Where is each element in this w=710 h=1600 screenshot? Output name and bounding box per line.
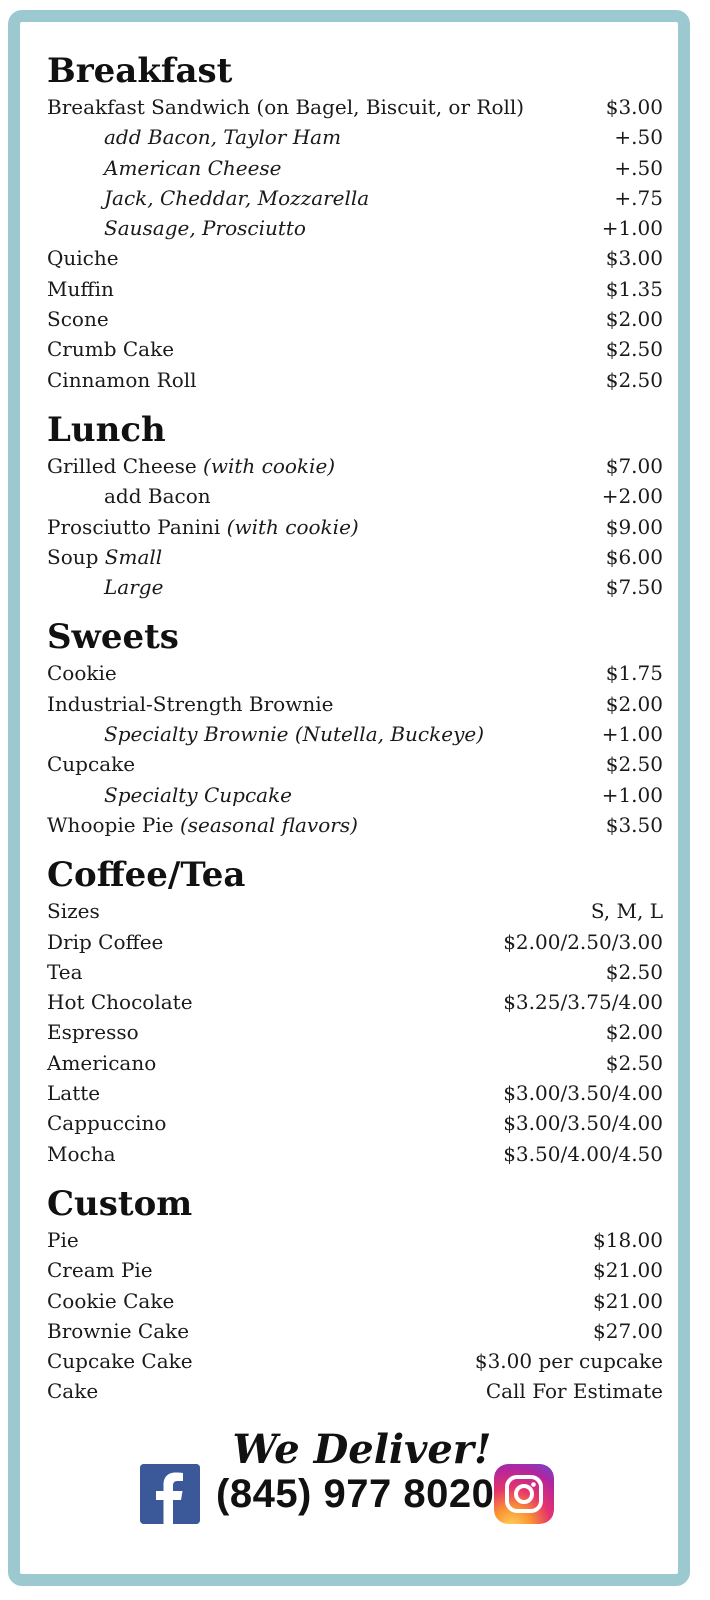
menu-item	[47, 1078, 663, 1108]
menu-item	[47, 243, 663, 273]
item-name: Crumb Cake	[47, 337, 175, 362]
item-name: Cake	[47, 1379, 99, 1404]
item-name-text: Prosciutto Panini	[47, 514, 221, 539]
item-name: Cream Pie	[47, 1258, 153, 1283]
item-name	[47, 512, 359, 542]
item-name: Quiche	[47, 246, 119, 271]
item-name-text: Soup	[47, 544, 99, 569]
item-price: $2.50	[605, 337, 663, 362]
menu-content	[47, 50, 663, 1421]
item-price: $2.50	[605, 367, 663, 392]
item-name: Cupcake	[47, 752, 136, 777]
item-price: +.75	[614, 185, 663, 210]
item-price: $3.00/3.50/4.00	[503, 1081, 663, 1106]
menu-item	[47, 1017, 663, 1047]
item-name: Jack, Cheddar, Mozzarella	[104, 185, 370, 210]
item-price: $21.00	[593, 1258, 663, 1283]
section-title-custom: Custom	[47, 1183, 193, 1224]
menu-item	[47, 1286, 663, 1316]
item-name: Breakfast Sandwich (on Bagel, Biscuit, or Roll)	[47, 95, 525, 119]
item-name: Scone	[47, 307, 109, 332]
item-name: Espresso	[47, 1020, 139, 1045]
menu-item	[47, 1255, 663, 1285]
facebook-icon[interactable]	[140, 1464, 200, 1524]
item-name: Mocha	[47, 1141, 116, 1166]
menu-item-addon	[47, 572, 663, 602]
menu-item	[47, 749, 663, 779]
item-price: $3.00/3.50/4.00	[503, 1111, 663, 1136]
section-title-coffee-tea: Coffee/Tea	[47, 855, 246, 896]
menu-item	[47, 1376, 663, 1406]
delivery-tagline: We Deliver!	[232, 1426, 492, 1473]
item-note: Small	[104, 544, 163, 569]
item-price: $3.25/3.75/4.00	[503, 990, 663, 1015]
section-title-lunch: Lunch	[47, 409, 166, 450]
menu-item	[47, 304, 663, 334]
item-price: $21.00	[593, 1288, 663, 1313]
item-name: Industrial-Strength Brownie	[47, 691, 334, 716]
item-price: $2.50	[605, 959, 663, 984]
item-name: Cupcake Cake	[47, 1349, 193, 1374]
menu-item-addon	[47, 719, 663, 749]
item-name: Sausage, Prosciutto	[104, 216, 306, 241]
item-note: (with cookie)	[226, 514, 359, 539]
item-price: $27.00	[593, 1318, 663, 1343]
item-price: $18.00	[593, 1227, 663, 1252]
item-price: $3.50	[605, 812, 663, 837]
item-name-text: Grilled Cheese	[47, 453, 197, 478]
item-name: Cookie Cake	[47, 1288, 175, 1313]
item-price: +2.00	[601, 484, 663, 509]
menu-item	[47, 1346, 663, 1376]
menu-item-addon	[47, 153, 663, 183]
menu-item	[47, 957, 663, 987]
menu-item-addon	[47, 481, 663, 511]
item-price: $3.50/4.00/4.50	[503, 1141, 663, 1166]
item-price: $7.00	[605, 453, 663, 478]
item-name: add Bacon	[104, 484, 211, 509]
facebook-icon-graphic	[140, 1464, 200, 1524]
menu-item	[47, 274, 663, 304]
item-price: Call For Estimate	[485, 1379, 663, 1404]
menu-item	[47, 365, 663, 395]
item-name: Cookie	[47, 661, 117, 686]
item-name: Large	[104, 575, 164, 600]
menu-item	[47, 512, 663, 542]
item-note: (with cookie)	[203, 453, 336, 478]
menu-item	[47, 1108, 663, 1138]
item-name: Specialty Cupcake	[104, 782, 293, 807]
section-breakfast	[47, 50, 663, 395]
item-price: $2.00/2.50/3.00	[503, 929, 663, 954]
instagram-icon[interactable]	[494, 1464, 554, 1524]
section-lunch	[47, 409, 663, 602]
menu-item	[47, 1139, 663, 1169]
item-price: $6.00	[605, 544, 663, 569]
item-price: $3.00 per cupcake	[474, 1349, 663, 1374]
item-price: +.50	[614, 155, 663, 180]
menu-item	[47, 92, 663, 122]
item-price: $3.00	[605, 246, 663, 271]
section-title-breakfast: Breakfast	[47, 51, 233, 91]
menu-item-addon	[47, 122, 663, 152]
item-price: $1.75	[605, 661, 663, 686]
item-name: Cinnamon Roll	[47, 367, 197, 392]
section-custom	[47, 1183, 663, 1407]
item-price: $2.00	[605, 691, 663, 716]
item-price: S, M, L	[590, 899, 663, 924]
menu-item-addon	[47, 213, 663, 243]
menu-item	[47, 1316, 663, 1346]
menu-item	[47, 1048, 663, 1078]
item-price: $2.50	[605, 1050, 663, 1075]
item-name-text: Whoopie Pie	[47, 812, 174, 837]
item-name: Cappuccino	[47, 1111, 167, 1136]
item-price: $7.50	[605, 575, 663, 600]
item-name: Latte	[47, 1081, 101, 1106]
menu-item	[47, 689, 663, 719]
item-price: $1.35	[605, 276, 663, 301]
item-name: Brownie Cake	[47, 1318, 190, 1343]
item-name: add Bacon, Taylor Ham	[104, 125, 342, 150]
item-name	[47, 542, 162, 572]
item-price: $2.50	[605, 752, 663, 777]
item-note: (seasonal flavors)	[179, 812, 358, 837]
menu-item	[47, 810, 663, 840]
item-name: Tea	[47, 959, 83, 984]
menu-item	[47, 451, 663, 481]
item-name: American Cheese	[104, 155, 282, 180]
item-price: $2.00	[605, 307, 663, 332]
item-name: Americano	[47, 1050, 157, 1075]
item-name: Pie	[47, 1227, 79, 1252]
menu-item	[47, 334, 663, 364]
item-price: +1.00	[601, 782, 663, 807]
item-price: +1.00	[601, 216, 663, 241]
item-name: Muffin	[47, 276, 114, 301]
item-price: $3.00	[605, 95, 663, 119]
instagram-icon-graphic	[494, 1464, 554, 1524]
item-name: Drip Coffee	[47, 929, 164, 954]
item-name	[47, 810, 358, 840]
item-name: Sizes	[47, 899, 100, 924]
section-sweets	[47, 616, 663, 840]
menu-item	[47, 896, 663, 926]
contact-row	[0, 1464, 710, 1526]
menu-item	[47, 927, 663, 957]
item-price: $2.00	[605, 1020, 663, 1045]
item-price: $9.00	[605, 514, 663, 539]
item-name: Specialty Brownie (Nutella, Buckeye)	[104, 722, 484, 747]
item-name	[47, 451, 335, 481]
menu-item-addon	[47, 780, 663, 810]
item-name: Hot Chocolate	[47, 990, 193, 1015]
menu-item	[47, 658, 663, 688]
item-price: +1.00	[601, 722, 663, 747]
menu-item	[47, 987, 663, 1017]
menu-footer	[0, 1426, 710, 1516]
section-coffee-tea	[47, 854, 663, 1169]
item-price: +.50	[614, 125, 663, 150]
section-title-sweets: Sweets	[47, 617, 179, 658]
menu-item	[47, 542, 663, 572]
menu-item	[47, 1225, 663, 1255]
phone-number[interactable]: (845) 977 8020	[216, 1472, 495, 1516]
menu-item-addon	[47, 183, 663, 213]
